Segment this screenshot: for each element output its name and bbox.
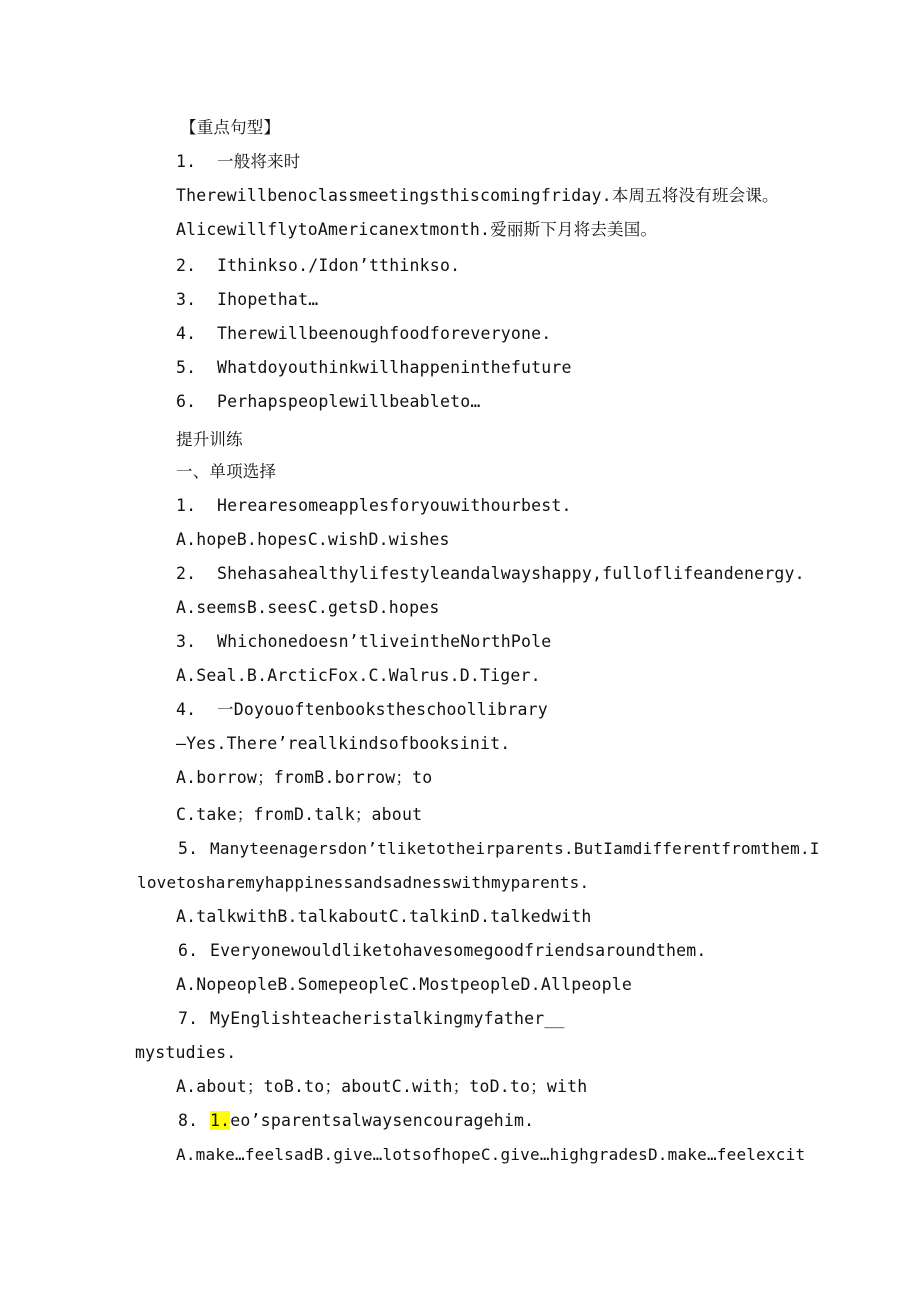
question-3-options: A.Seal.B.ArcticFox.C.Walrus.D.Tiger.: [176, 666, 541, 685]
question-6-stem: Everyonewouldliketohavesomegoodfriendsaroundthem.: [210, 941, 707, 960]
question-2-stem: Shehasahealthylifestyleandalwayshappy,fulloflifeandenergy.: [217, 564, 805, 583]
question-4-options-ab: A.borrow；fromB.borrow；to: [176, 768, 433, 787]
question-4-options-cd: C.take；fromD.talk；about: [176, 805, 423, 824]
key-sentence-1-number: 1.: [176, 152, 197, 171]
question-3-stem: Whichonedoesn’tliveintheNorthPole: [217, 632, 552, 651]
question-1-options: A.hopeB.hopesC.wishD.wishes: [176, 530, 450, 549]
highlighted-text: 1.: [210, 1111, 231, 1130]
question-5-options: A.talkwithB.talkaboutC.talkinD.talkedwith: [176, 907, 592, 926]
question-7-number: 7.: [178, 1009, 199, 1028]
question-4-number: 4.: [176, 700, 197, 719]
question-6-options: A.NopeopleB.SomepeopleC.MostpeopleD.Allpeople: [176, 975, 633, 994]
key-sentence-6-number: 6.: [176, 392, 197, 411]
key-sentence-3-number: 3.: [176, 290, 197, 309]
key-sentence-1-example-1: Therewillbenoclassmeetingsthiscomingfriday.本周五将没有班会课。: [176, 186, 779, 205]
key-sentence-5-number: 5.: [176, 358, 197, 377]
key-sentence-5: Whatdoyouthinkwillhappeninthefuture: [217, 358, 572, 377]
key-sentence-1: 一般将来时: [217, 152, 301, 171]
key-sentence-4-number: 4.: [176, 324, 197, 343]
question-2-number: 2.: [176, 564, 197, 583]
question-4-response: —Yes.There’reallkindsofbooksinit.: [176, 734, 511, 753]
question-8-options: A.make…feelsadB.give…lotsofhopeC.give…highgradesD.make…feelexcit: [176, 1145, 806, 1164]
key-sentence-2: Ithinkso./Idon’tthinkso.: [217, 256, 461, 275]
question-8-stem-text: eo’sparentsalwaysencouragehim.: [230, 1111, 535, 1130]
key-sentence-4: Therewillbeenoughfoodforeveryone.: [217, 324, 552, 343]
question-5-stem-continued: lovetosharemyhappinessandsadnesswithmyparents.: [137, 873, 590, 892]
key-sentence-6: Perhapspeoplewillbeableto…: [217, 392, 481, 411]
question-7-stem-continued: mystudies.: [135, 1043, 237, 1062]
question-5-number: 5.: [178, 839, 199, 858]
part-title: 一、单项选择: [176, 462, 277, 481]
key-sentence-2-number: 2.: [176, 256, 197, 275]
question-2-options: A.seemsB.seesC.getsD.hopes: [176, 598, 440, 617]
key-sentence-1-example-2: AlicewillflytoAmericanextmonth.爱丽斯下月将去美国。: [176, 220, 658, 239]
section-heading: 【重点句型】: [180, 118, 281, 137]
question-1-stem: Herearesomeapplesforyouwithourbest.: [217, 496, 572, 515]
question-8-stem: [210, 1110, 534, 1132]
practice-title: 提升训练: [176, 430, 243, 449]
question-8-number: 8.: [178, 1111, 199, 1130]
question-7-stem: MyEnglishteacheristalkingmyfather__: [210, 1009, 565, 1028]
question-5-stem: Manyteenagersdon’tliketotheirparents.ButIamdifferentfromthem.I: [210, 839, 820, 858]
question-3-number: 3.: [176, 632, 197, 651]
key-sentence-3: Ihopethat…: [217, 290, 319, 309]
question-4-stem: 一Doyouoftenbookstheschoollibrary: [217, 700, 548, 719]
question-7-options: A.about；toB.to；aboutC.with；toD.to；with: [176, 1077, 588, 1096]
question-1-number: 1.: [176, 496, 197, 515]
question-6-number: 6.: [178, 941, 199, 960]
